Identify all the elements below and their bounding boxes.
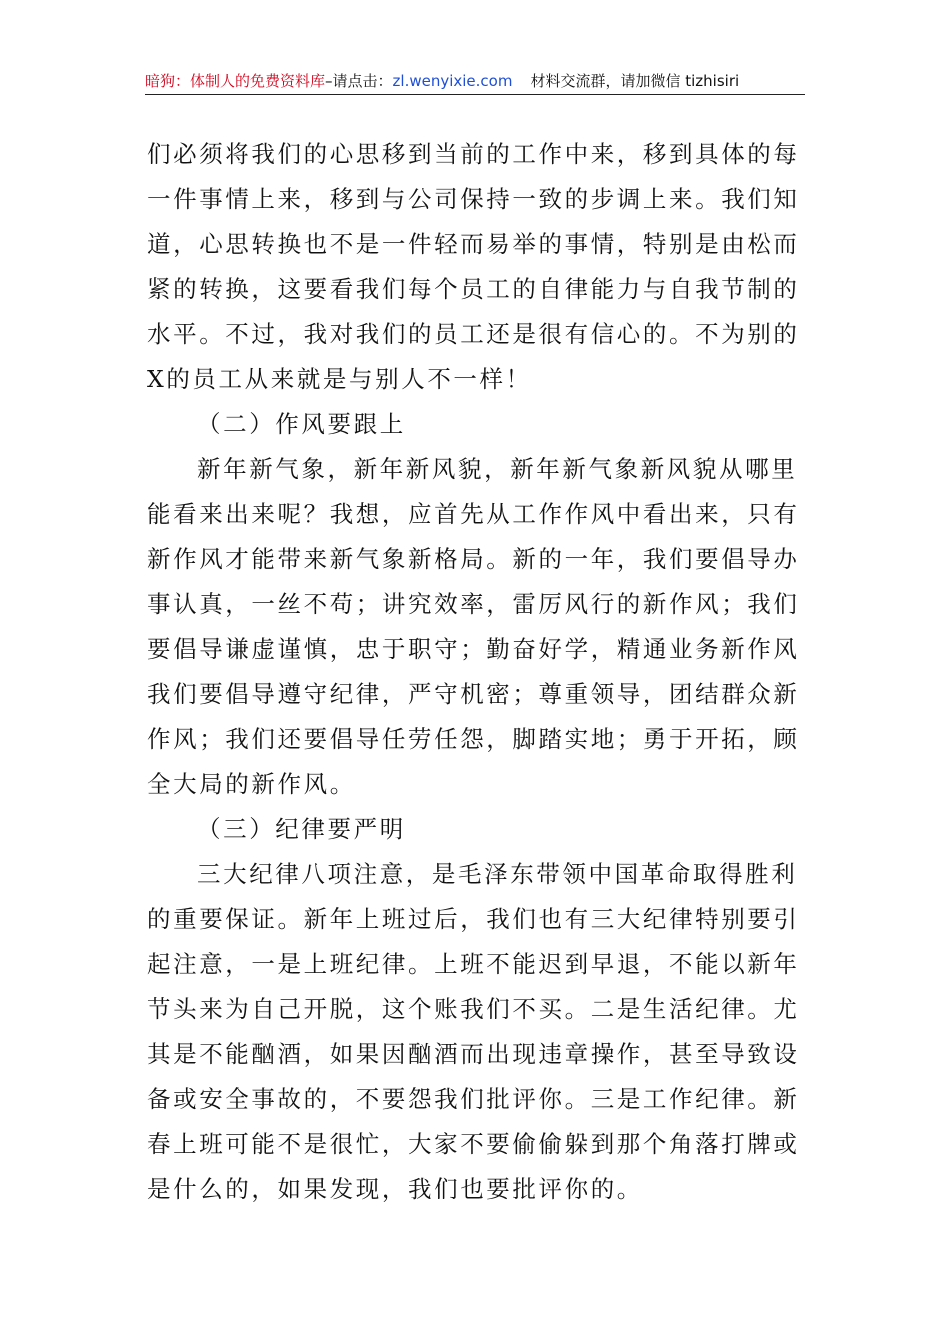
text-line: 是什么的，如果发现，我们也要批评你的。: [147, 1175, 643, 1203]
text-line: 道，心思转换也不是一件轻而易举的事情，特别是由松而: [147, 230, 800, 258]
header-wechat-note: 材料交流群，请加微信 tizhisiri: [530, 72, 740, 90]
text-line: 起注意，一是上班纪律。上班不能迟到早退，不能以新年: [147, 950, 800, 978]
text-line: 水平。不过，我对我们的员工还是很有信心的。不为别的: [147, 320, 800, 348]
text-line: 能看来出来呢？我想，应首先从工作作风中看出来，只有: [147, 500, 800, 528]
text-line: 备或安全事故的，不要怨我们批评你。三是工作纪律。新: [147, 1085, 800, 1113]
text-line: 事认真，一丝不苟；讲究效率，雷厉风行的新作风；我们: [147, 590, 800, 618]
page-header: [145, 70, 805, 96]
text-line: 要倡导谦虚谨慎，忠于职守；勤奋好学，精通业务新作风: [147, 635, 800, 663]
document-body: [147, 132, 807, 1212]
text-line: 的重要保证。新年上班过后，我们也有三大纪律特别要引: [147, 905, 800, 933]
text-line: 节头来为自己开脱，这个账我们不买。二是生活纪律。尤: [147, 995, 800, 1023]
header-divider: [145, 94, 805, 95]
paragraph-first-line: 新年新气象，新年新风貌，新年新气象新风貌从哪里: [197, 455, 798, 483]
text-line: 新作风才能带来新气象新格局。新的一年，我们要倡导办: [147, 545, 800, 573]
paragraph-first-line: 三大纪律八项注意，是毛泽东带领中国革命取得胜利: [197, 860, 798, 888]
header-url-link[interactable]: zl.wenyixie.com: [392, 72, 513, 90]
text-line: 全大局的新作风。: [147, 770, 356, 798]
text-line: 作风；我们还要倡导任劳任怨，脚踏实地；勇于开拓，顾: [147, 725, 800, 753]
text-line: 其是不能酗酒，如果因酗酒而出现违章操作，甚至导致设: [147, 1040, 800, 1068]
text-line: 们必须将我们的心思移到当前的工作中来，移到具体的每: [147, 140, 800, 168]
text-line: 紧的转换，这要看我们每个员工的自律能力与自我节制的: [147, 275, 800, 303]
header-brand: 暗狗：体制人的免费资料库: [145, 72, 326, 90]
section-heading: （三）纪律要严明: [197, 815, 406, 843]
text-line: X的员工从来就是与别人不一样！: [147, 365, 532, 393]
text-line: 春上班可能不是很忙，大家不要偷偷躲到那个角落打牌或: [147, 1130, 800, 1158]
section-heading: （二）作风要跟上: [197, 410, 406, 438]
text-line: 一件事情上来，移到与公司保持一致的步调上来。我们知: [147, 185, 800, 213]
header-prompt: –请点击：: [325, 72, 393, 90]
text-line: 我们要倡导遵守纪律，严守机密；尊重领导，团结群众新: [147, 680, 800, 708]
